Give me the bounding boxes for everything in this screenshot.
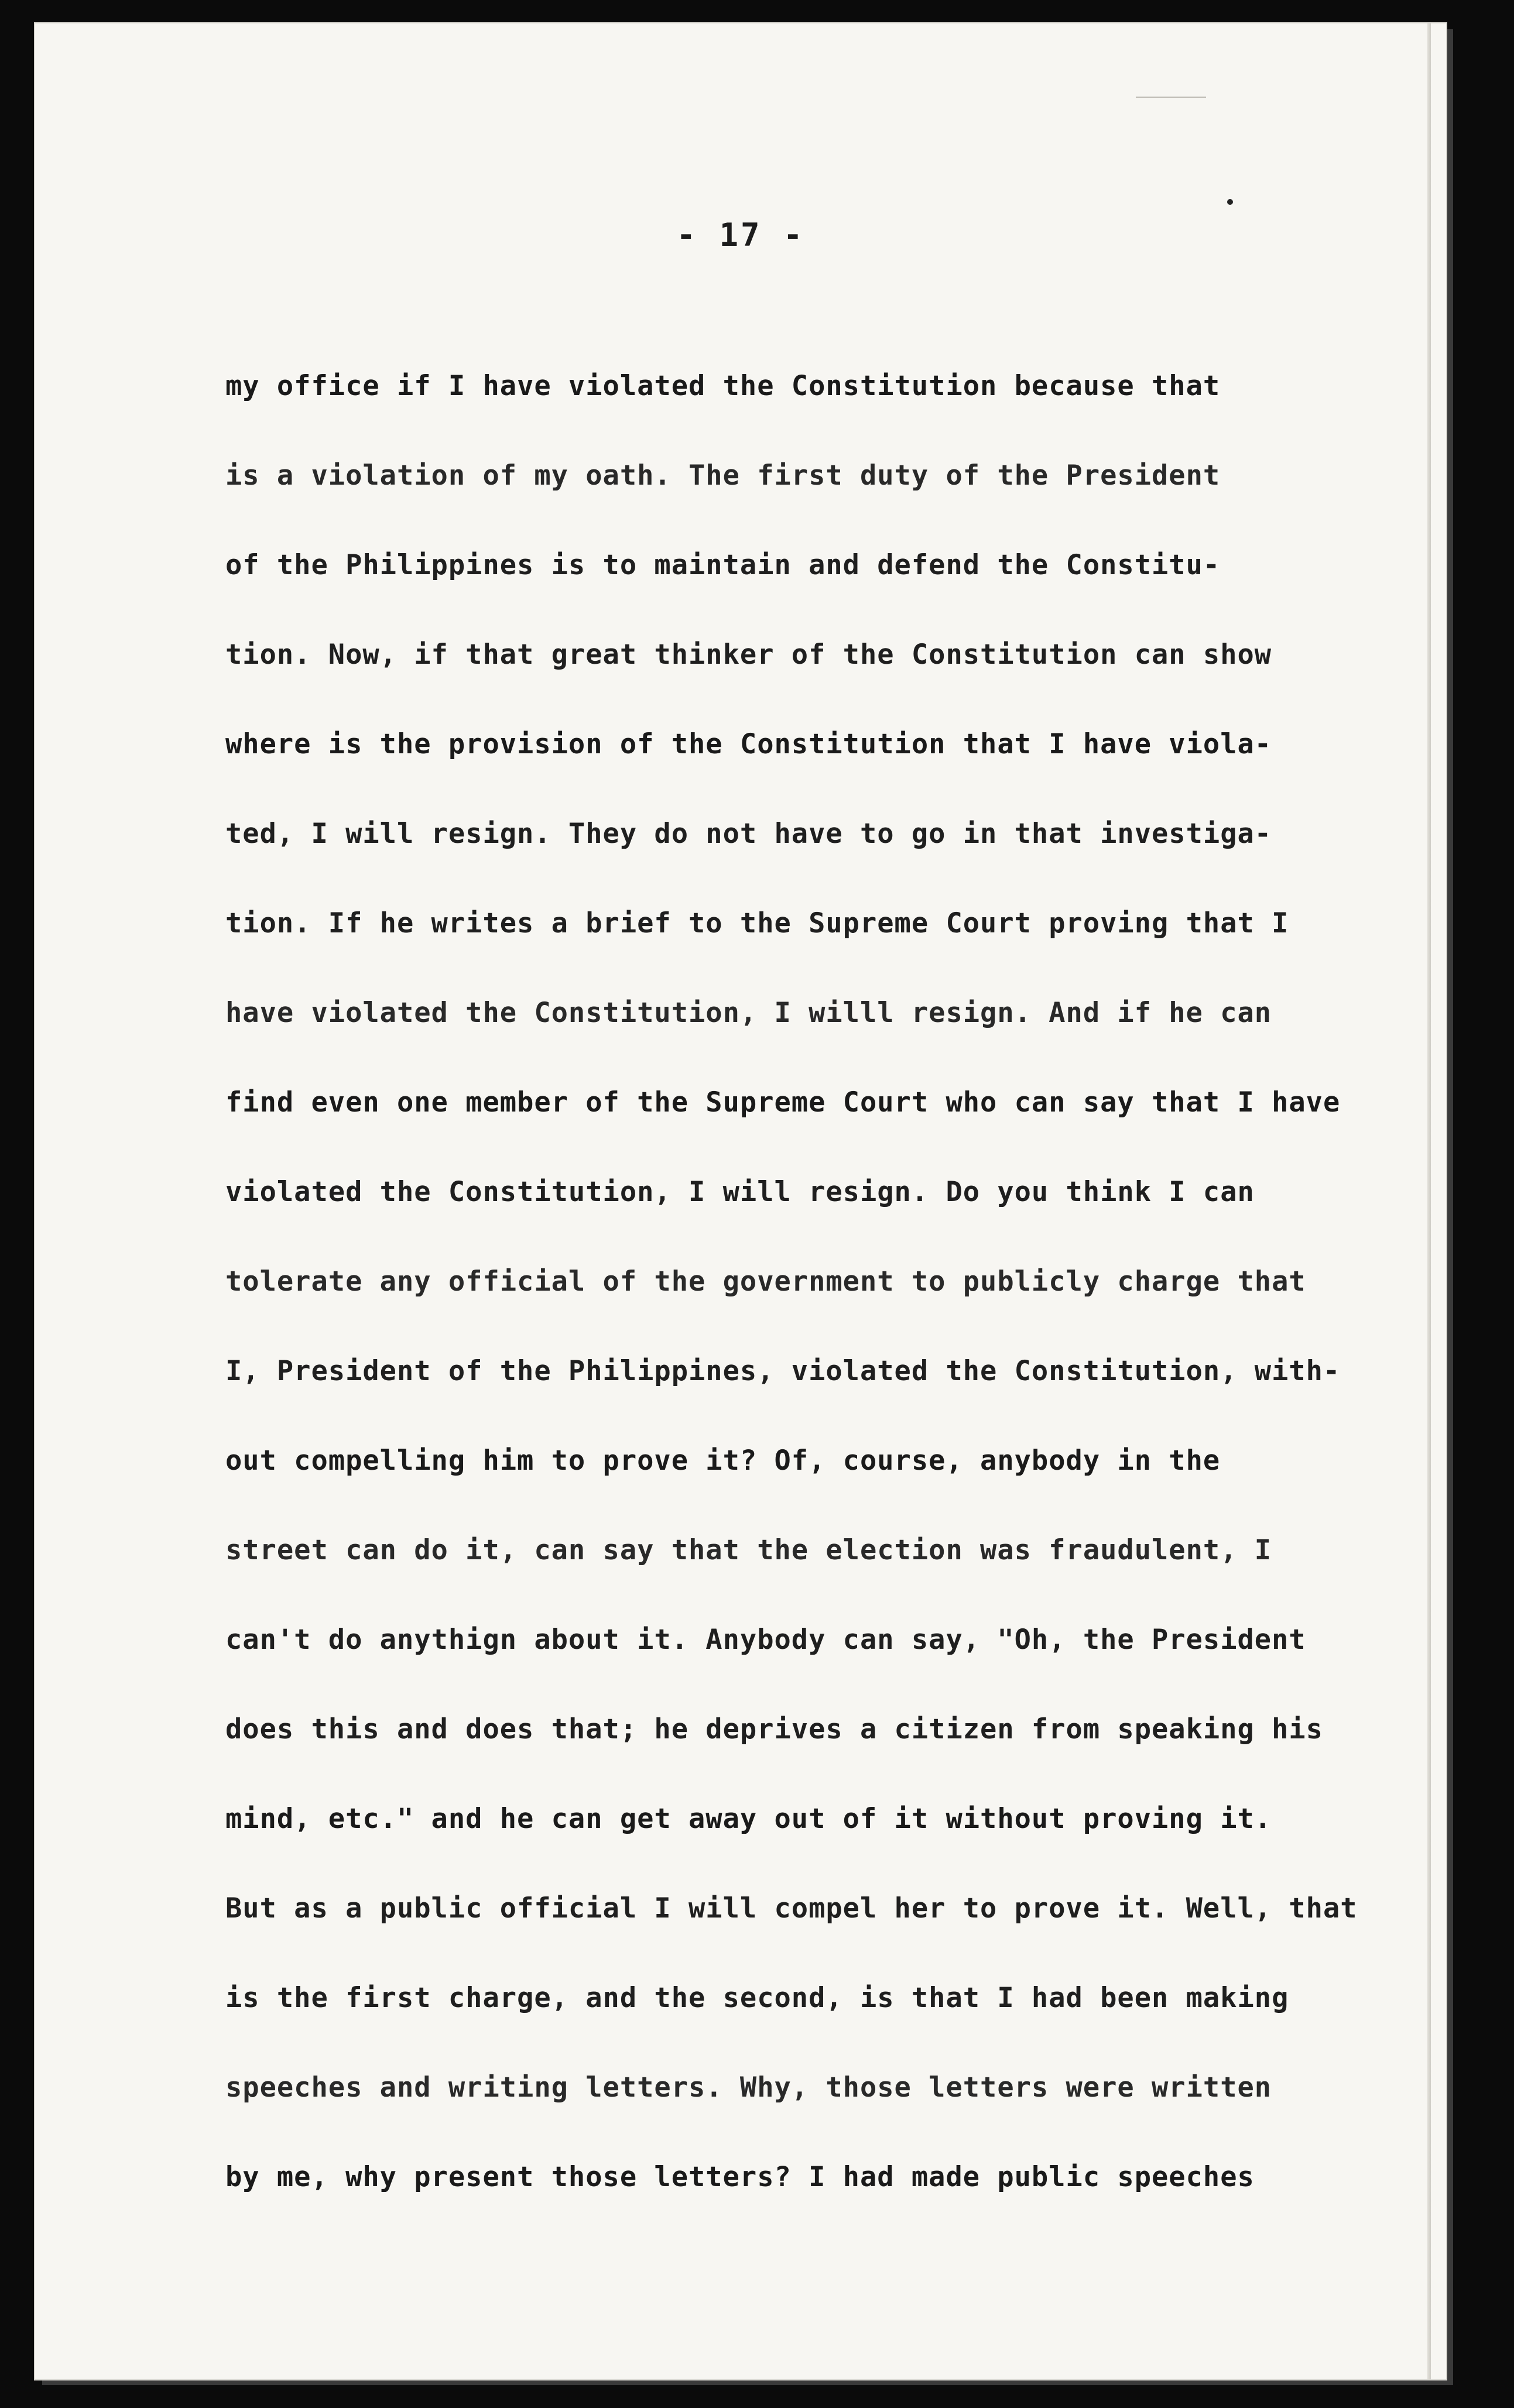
text-line: violated the Constitution, I will resign. Do you think I can (225, 1176, 1255, 1208)
text-line: is the first charge, and the second, is that I had been making (225, 1982, 1289, 2014)
text-line: out compelling him to prove it? Of, course, anybody in the (225, 1445, 1221, 1477)
text-line: speeches and writing letters. Why, those letters were written (225, 2071, 1272, 2104)
text-line: tion. If he writes a brief to the Supreme Court proving that I (225, 907, 1289, 939)
text-line: tolerate any official of the government to publicly charge that (225, 1265, 1306, 1298)
document-page (35, 23, 1446, 2379)
text-line: have violated the Constitution, I willl resign. And if he can (225, 997, 1272, 1029)
paper-mark (1136, 97, 1206, 98)
text-line: where is the provision of the Constitution that I have viola- (225, 728, 1272, 760)
text-line: by me, why present those letters? I had made public speeches (225, 2161, 1255, 2193)
text-line: mind, etc." and he can get away out of it without proving it. (225, 1803, 1272, 1835)
text-line: But as a public official I will compel her to prove it. Well, that (225, 1892, 1358, 1925)
text-line: find even one member of the Supreme Court who can say that I have (225, 1086, 1341, 1119)
text-line: street can do it, can say that the election was fraudulent, I (225, 1534, 1272, 1566)
text-line: does this and does that; he deprives a citizen from speaking his (225, 1713, 1323, 1745)
paper-speck (1227, 199, 1233, 205)
text-line: of the Philippines is to maintain and defend the Constitu- (225, 549, 1221, 581)
text-line: I, President of the Philippines, violated the Constitution, with- (225, 1355, 1341, 1387)
text-line: can't do anythign about it. Anybody can say, "Oh, the President (225, 1624, 1306, 1656)
text-line: my office if I have violated the Constitution because that (225, 370, 1221, 402)
text-line: is a violation of my oath. The first duty of the President (225, 459, 1221, 492)
text-line: tion. Now, if that great thinker of the Constitution can show (225, 639, 1272, 671)
typed-body-text (225, 363, 1455, 2244)
page-number: - 17 - (676, 217, 805, 253)
text-line: ted, I will resign. They do not have to go in that investiga- (225, 818, 1272, 850)
